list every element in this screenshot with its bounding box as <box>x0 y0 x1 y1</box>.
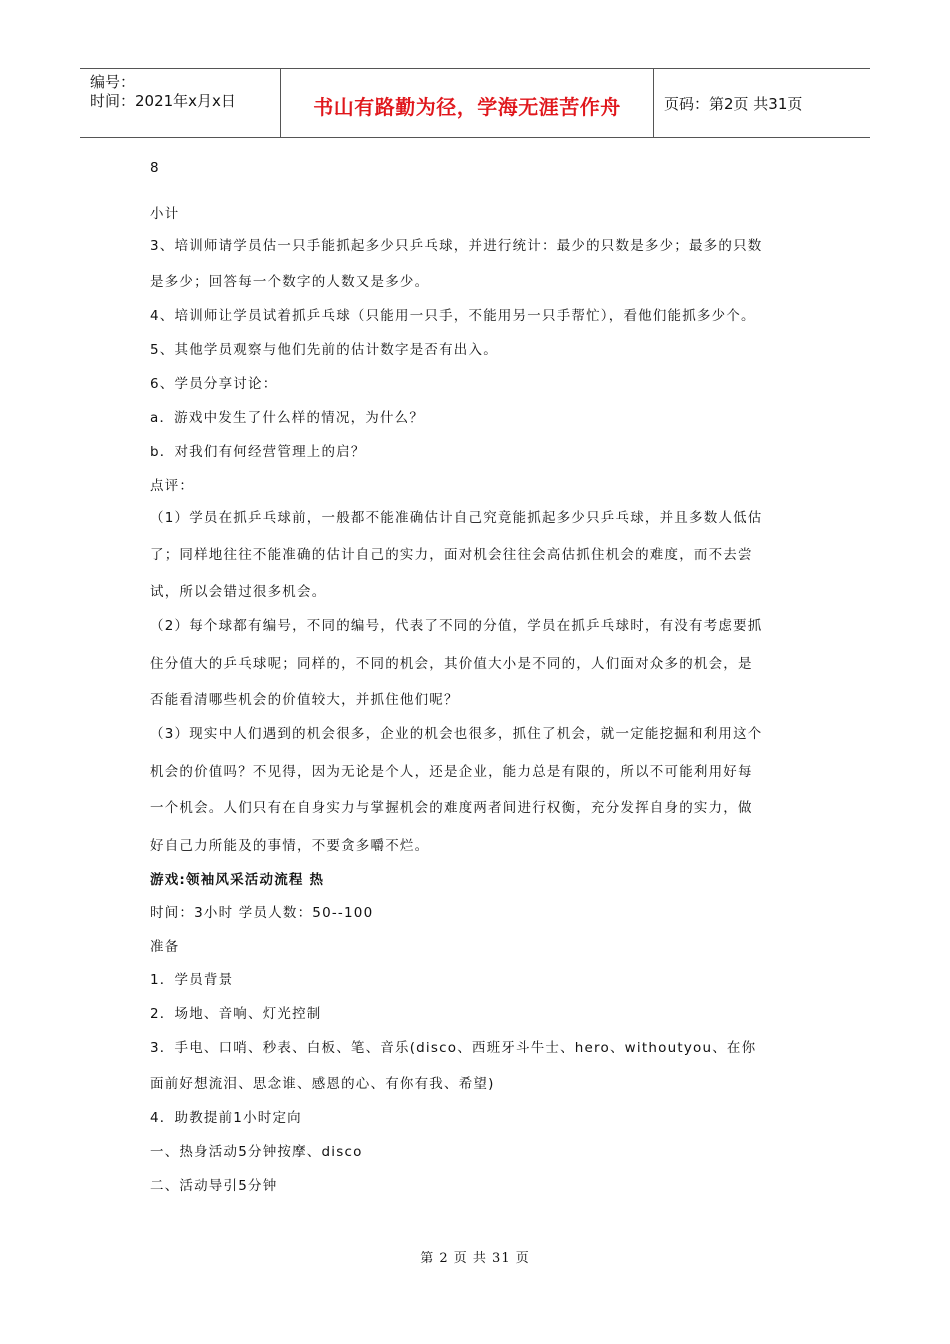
text-line: 小计 <box>150 206 180 222</box>
section-heading: 游戏:领袖风采活动流程 热 <box>150 872 325 888</box>
text-line: 4、培训师让学员试着抓乒乓球（只能用一只手，不能用另一只手帮忙），看他们能抓多少个。 <box>150 308 756 324</box>
header-middle-cell <box>281 69 654 137</box>
text-line: a．游戏中发生了什么样的情况，为什么？ <box>150 410 425 426</box>
header-right-cell <box>654 69 870 137</box>
text-line: 8 <box>150 160 160 176</box>
text-line: 了；同样地往往不能准确的估计自己的实力，面对机会往往会高估抓住机会的难度，而不去尝 <box>150 547 753 563</box>
text-line: b．对我们有何经营管理上的启？ <box>150 444 366 460</box>
text-line: （1）学员在抓乒乓球前，一般都不能准确估计自己究竟能抓起多少只乒乓球，并且多数人低估 <box>150 510 763 526</box>
header-left-cell <box>80 69 281 137</box>
text-line: 一、热身活动5分钟按摩、disco <box>150 1144 363 1160</box>
text-line: 试，所以会错过很多机会。 <box>150 584 327 600</box>
header-page-info: 页码：第2页 共31页 <box>664 95 803 113</box>
text-line: 一个机会。人们只有在自身实力与掌握机会的难度两者间进行权衡，充分发挥自身的实力，做 <box>150 800 753 816</box>
text-line: 是多少；回答每一个数字的人数又是多少。 <box>150 274 430 290</box>
text-line: 5、其他学员观察与他们先前的估计数字是否有出入。 <box>150 342 498 358</box>
document-date-label: 时间：2021年x月x日 <box>90 92 236 110</box>
text-line: 机会的价值吗？不见得，因为无论是个人，还是企业，能力总是有限的，所以不可能利用好每 <box>150 764 753 780</box>
text-line: 时间：3小时 学员人数：50--100 <box>150 905 374 921</box>
text-line: （3）现实中人们遇到的机会很多，企业的机会也很多，抓住了机会，就一定能挖掘和利用这个 <box>150 726 763 742</box>
text-line: 准备 <box>150 939 180 955</box>
text-line: 住分值大的乒乓球呢；同样的，不同的机会，其价值大小是不同的，人们面对众多的机会，是 <box>150 656 753 672</box>
text-line: 6、学员分享讨论： <box>150 376 278 392</box>
text-line: （2）每个球都有编号，不同的编号，代表了不同的分值，学员在抓乒乓球时，有没有考虑要抓 <box>150 618 763 634</box>
text-line: 2．场地、音响、灯光控制 <box>150 1006 322 1022</box>
page-footer: 第 2 页 共 31 页 <box>420 1251 530 1266</box>
text-line: 二、活动导引5分钟 <box>150 1178 278 1194</box>
text-line: 好自己力所能及的事情，不要贪多嚼不烂。 <box>150 838 430 854</box>
text-line: 3、培训师请学员估一只手能抓起多少只乒乓球，并进行统计：最少的只数是多少；最多的只数 <box>150 238 763 254</box>
text-line: 1．学员背景 <box>150 972 234 988</box>
text-line: 4．助教提前1小时定向 <box>150 1110 302 1126</box>
page-header <box>80 68 870 138</box>
text-line: 3．手电、口哨、秒表、白板、笔、音乐(disco、西班牙斗牛士、hero、withoutyou、在你 <box>150 1040 757 1056</box>
document-number-label: 编号： <box>90 73 136 91</box>
text-line: 否能看清哪些机会的价值较大，并抓住他们呢？ <box>150 692 459 708</box>
text-line: 面前好想流泪、思念谁、感恩的心、有你有我、希望) <box>150 1076 495 1092</box>
header-motto: 书山有路勤为径，学海无涯苦作舟 <box>313 95 621 119</box>
text-line: 点评： <box>150 478 195 494</box>
